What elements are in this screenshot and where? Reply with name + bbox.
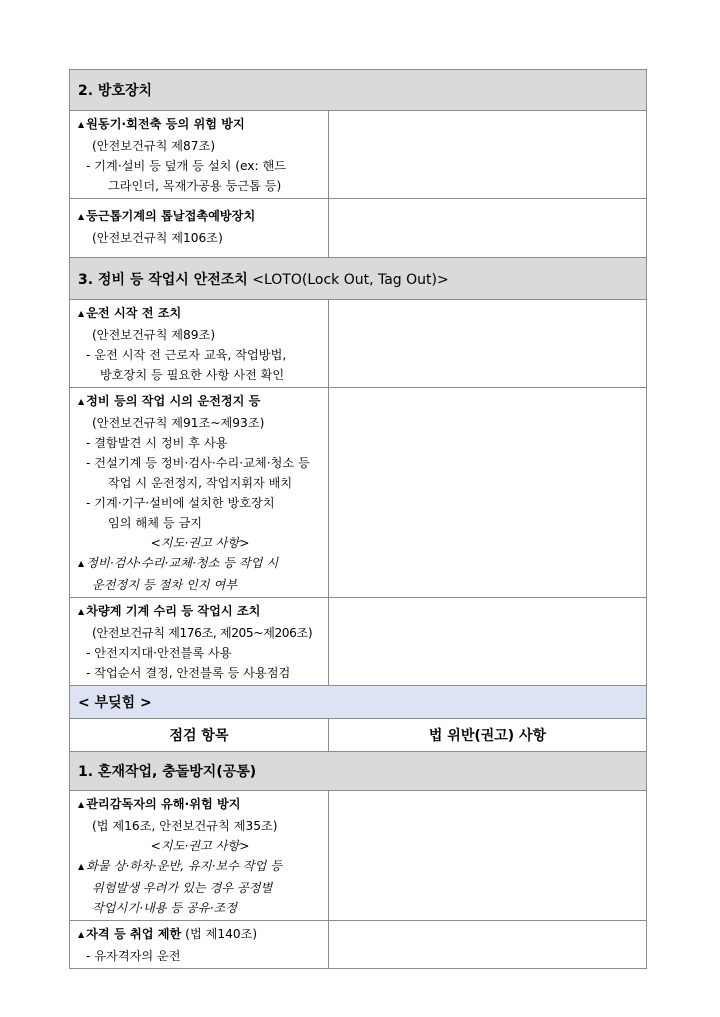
triangle-bullet-icon: ▲ [78,309,85,318]
violation-cell[interactable] [329,111,647,199]
check-item [70,921,329,969]
check-item [70,199,329,258]
check-item [70,791,329,921]
triangle-bullet-icon: ▲ [78,559,85,568]
violation-cell[interactable] [329,598,647,686]
section-title-suffix: <LOTO(Lock Out, Tag Out)> [247,271,449,288]
item-detail: - 안전지지대·안전블록 사용 [86,646,232,660]
check-item [70,598,329,686]
table-row [70,199,647,258]
advice-heading: <지도·권고 사항> [150,839,250,853]
triangle-bullet-icon: ▲ [78,212,85,221]
triangle-bullet-icon: ▲ [78,800,85,809]
advice-text-cont: 위험발생 우려가 있는 경우 공정별 [92,881,273,895]
triangle-bullet-icon: ▲ [78,607,85,616]
table-row [70,388,647,598]
section-title-main: 3. 정비 등 작업시 안전조치 [78,271,248,288]
section-title: 2. 방호장치 [70,70,647,111]
triangle-bullet-icon: ▲ [78,930,85,939]
item-reference-inline: (법 제140조) [181,927,258,941]
item-detail: - 기계·기구·설비에 설치한 방호장치 [86,496,275,510]
item-title: 정비 등의 작업 시의 운전정지 등 [86,394,261,408]
section-row-protective-devices [70,70,647,111]
item-detail: - 유자격자의 운전 [86,949,181,963]
item-reference: (안전보건규칙 제91조~제93조) [92,416,265,430]
check-item [70,388,329,598]
advice-text: 화물 상·하차·운반, 유지·보수 작업 등 [86,859,282,873]
item-title: 운전 시작 전 조치 [86,306,182,320]
column-header-violation: 법 위반(권고) 사항 [329,719,647,752]
check-item [70,111,329,199]
item-reference: (안전보건규칙 제176조, 제205~제206조) [92,626,313,640]
item-detail: - 기계·설비 등 덮개 등 설치 (ex: 핸드 [86,159,287,173]
triangle-bullet-icon: ▲ [78,397,85,406]
violation-cell[interactable] [329,388,647,598]
item-reference: (안전보건규칙 제106조) [92,231,223,245]
table-row [70,921,647,969]
item-detail: - 작업순서 결정, 안전블록 등 사용점검 [86,666,291,680]
section-title: 1. 혼재작업, 충돌방지(공통) [70,752,647,791]
item-detail-cont: 작업 시 운전정지, 작업지휘자 배치 [108,476,293,490]
header-row [70,719,647,752]
triangle-bullet-icon: ▲ [78,862,85,871]
triangle-bullet-icon: ▲ [78,120,85,129]
item-detail-cont: 임의 해체 등 금지 [108,516,203,530]
subsection-row-collision [70,686,647,719]
table-row [70,598,647,686]
advice-heading: <지도·권고 사항> [150,536,250,550]
item-title: 차량계 기계 수리 등 작업시 조치 [86,604,261,618]
table-row [70,300,647,388]
advice-text-cont: 작업시기·내용 등 공유·조정 [92,901,238,915]
section-row-mixed-work [70,752,647,791]
item-detail: - 결함발견 시 정비 후 사용 [86,436,228,450]
item-title: 둥근톱기계의 톱날접촉예방장치 [86,209,256,223]
item-reference: (안전보건규칙 제89조) [92,328,216,342]
section-row-loto [70,258,647,300]
item-reference: (안전보건규칙 제87조) [92,139,216,153]
violation-cell[interactable] [329,199,647,258]
table-row [70,791,647,921]
column-header-check-item: 점검 항목 [70,719,329,752]
item-detail: - 운전 시작 전 근로자 교육, 작업방법, [86,348,287,362]
section-title [70,258,647,300]
item-detail-cont: 방호장치 등 필요한 사항 사전 확인 [100,368,285,382]
violation-cell[interactable] [329,791,647,921]
table-row [70,111,647,199]
violation-cell[interactable] [329,300,647,388]
violation-cell[interactable] [329,921,647,969]
item-title: 관리감독자의 유해·위험 방지 [86,797,241,811]
item-title: 원동기·회전축 등의 위험 방지 [86,117,245,131]
inspection-checklist-table [69,69,647,969]
item-reference: (법 제16조, 안전보건규칙 제35조) [92,819,278,833]
advice-text-cont: 운전정지 등 절차 인지 여부 [92,578,238,592]
item-detail: - 건설기계 등 정비·검사·수리·교체·청소 등 [86,456,310,470]
subsection-title: < 부딪힘 > [70,686,647,719]
advice-text: 정비·검사·수리·교체·청소 등 작업 시 [86,556,279,570]
check-item [70,300,329,388]
item-detail-cont: 그라인더, 목재가공용 둥근톱 등) [108,179,282,193]
item-title: 자격 등 취업 제한 [86,927,182,941]
